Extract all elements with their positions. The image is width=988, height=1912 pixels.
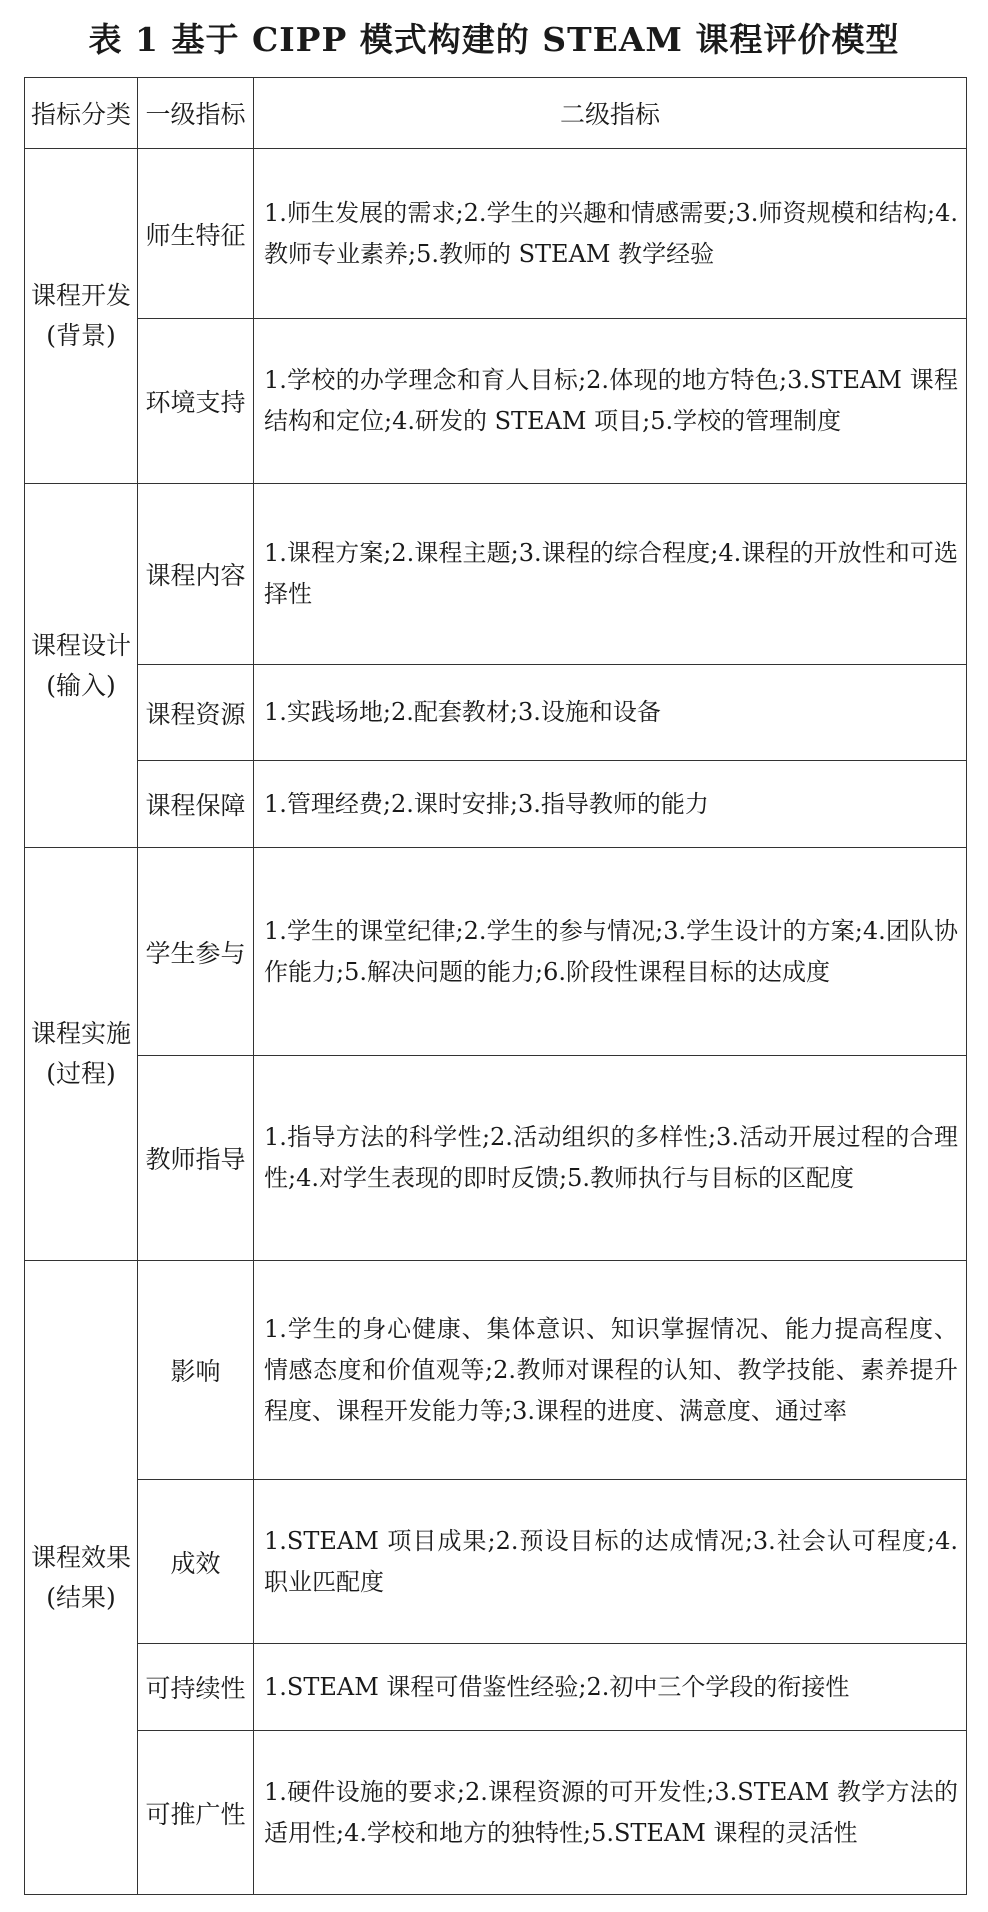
level2-cell: 1.硬件设施的要求;2.课程资源的可开发性;3.STEAM 教学方法的适用性;4.学校和地方的独特性;5.STEAM 课程的灵活性 <box>254 1731 967 1895</box>
table-row <box>25 665 967 761</box>
level1-cell: 成效 <box>138 1480 254 1644</box>
category-cell <box>25 848 138 1261</box>
category-name: 课程效果 <box>30 1542 131 1572</box>
level1-cell: 影响 <box>138 1261 254 1480</box>
table-row <box>25 1056 967 1261</box>
level2-cell: 1.学生的身心健康、集体意识、知识掌握情况、能力提高程度、情感态度和价值观等;2.教师对课程的认知、教学技能、素养提升程度、课程开发能力等;3.课程的进度、满意度、通过率 <box>254 1261 967 1480</box>
level2-cell: 1.师生发展的需求;2.学生的兴趣和情感需要;3.师资规模和结构;4.教师专业素养;5.教师的 STEAM 教学经验 <box>254 149 967 319</box>
table-row <box>25 848 967 1056</box>
category-cell <box>25 149 138 484</box>
table-title: 表 1 基于 CIPP 模式构建的 STEAM 课程评价模型 <box>88 20 900 59</box>
header-level2: 二级指标 <box>254 78 967 149</box>
category-cell <box>25 484 138 848</box>
level1-cell: 教师指导 <box>138 1056 254 1261</box>
table-row <box>25 761 967 848</box>
table-row <box>25 149 967 319</box>
category-phase: (过程) <box>46 1059 116 1088</box>
level2-cell: 1.指导方法的科学性;2.活动组织的多样性;3.活动开展过程的合理性;4.对学生表现的即时反馈;5.教师执行与目标的区配度 <box>254 1056 967 1261</box>
level2-cell: 1.学生的课堂纪律;2.学生的参与情况;3.学生设计的方案;4.团队协作能力;5.解决问题的能力;6.阶段性课程目标的达成度 <box>254 848 967 1056</box>
table-row <box>25 484 967 665</box>
level1-cell: 环境支持 <box>138 319 254 484</box>
table-row <box>25 1731 967 1895</box>
level1-cell: 师生特征 <box>138 149 254 319</box>
table-row <box>25 1644 967 1731</box>
level1-cell: 学生参与 <box>138 848 254 1056</box>
level2-cell: 1.管理经费;2.课时安排;3.指导教师的能力 <box>254 761 967 848</box>
header-level1: 一级指标 <box>138 78 254 149</box>
level2-cell: 1.实践场地;2.配套教材;3.设施和设备 <box>254 665 967 761</box>
category-phase: (输入) <box>46 670 116 700</box>
level2-cell: 1.STEAM 项目成果;2.预设目标的达成情况;3.社会认可程度;4.职业匹配度 <box>254 1480 967 1644</box>
level2-cell: 1.课程方案;2.课程主题;3.课程的综合程度;4.课程的开放性和可选择性 <box>254 484 967 665</box>
category-phase: (背景) <box>46 321 116 350</box>
category-cell <box>25 1261 138 1895</box>
level1-cell: 课程资源 <box>138 665 254 761</box>
category-name: 课程开发 <box>30 281 131 310</box>
table-row <box>25 1261 967 1480</box>
evaluation-table <box>24 77 967 1895</box>
header-row <box>25 78 967 149</box>
level1-cell: 可推广性 <box>138 1731 254 1895</box>
category-name: 课程实施 <box>30 1019 131 1048</box>
header-category: 指标分类 <box>25 78 138 149</box>
table-row <box>25 1480 967 1644</box>
level1-cell: 课程保障 <box>138 761 254 848</box>
level2-cell: 1.STEAM 课程可借鉴性经验;2.初中三个学段的衔接性 <box>254 1644 967 1731</box>
category-name: 课程设计 <box>30 630 131 660</box>
level1-cell: 课程内容 <box>138 484 254 665</box>
category-phase: (结果) <box>46 1582 116 1612</box>
table-row <box>25 319 967 484</box>
level1-cell: 可持续性 <box>138 1644 254 1731</box>
level2-cell: 1.学校的办学理念和育人目标;2.体现的地方特色;3.STEAM 课程结构和定位;4.研发的 STEAM 项目;5.学校的管理制度 <box>254 319 967 484</box>
